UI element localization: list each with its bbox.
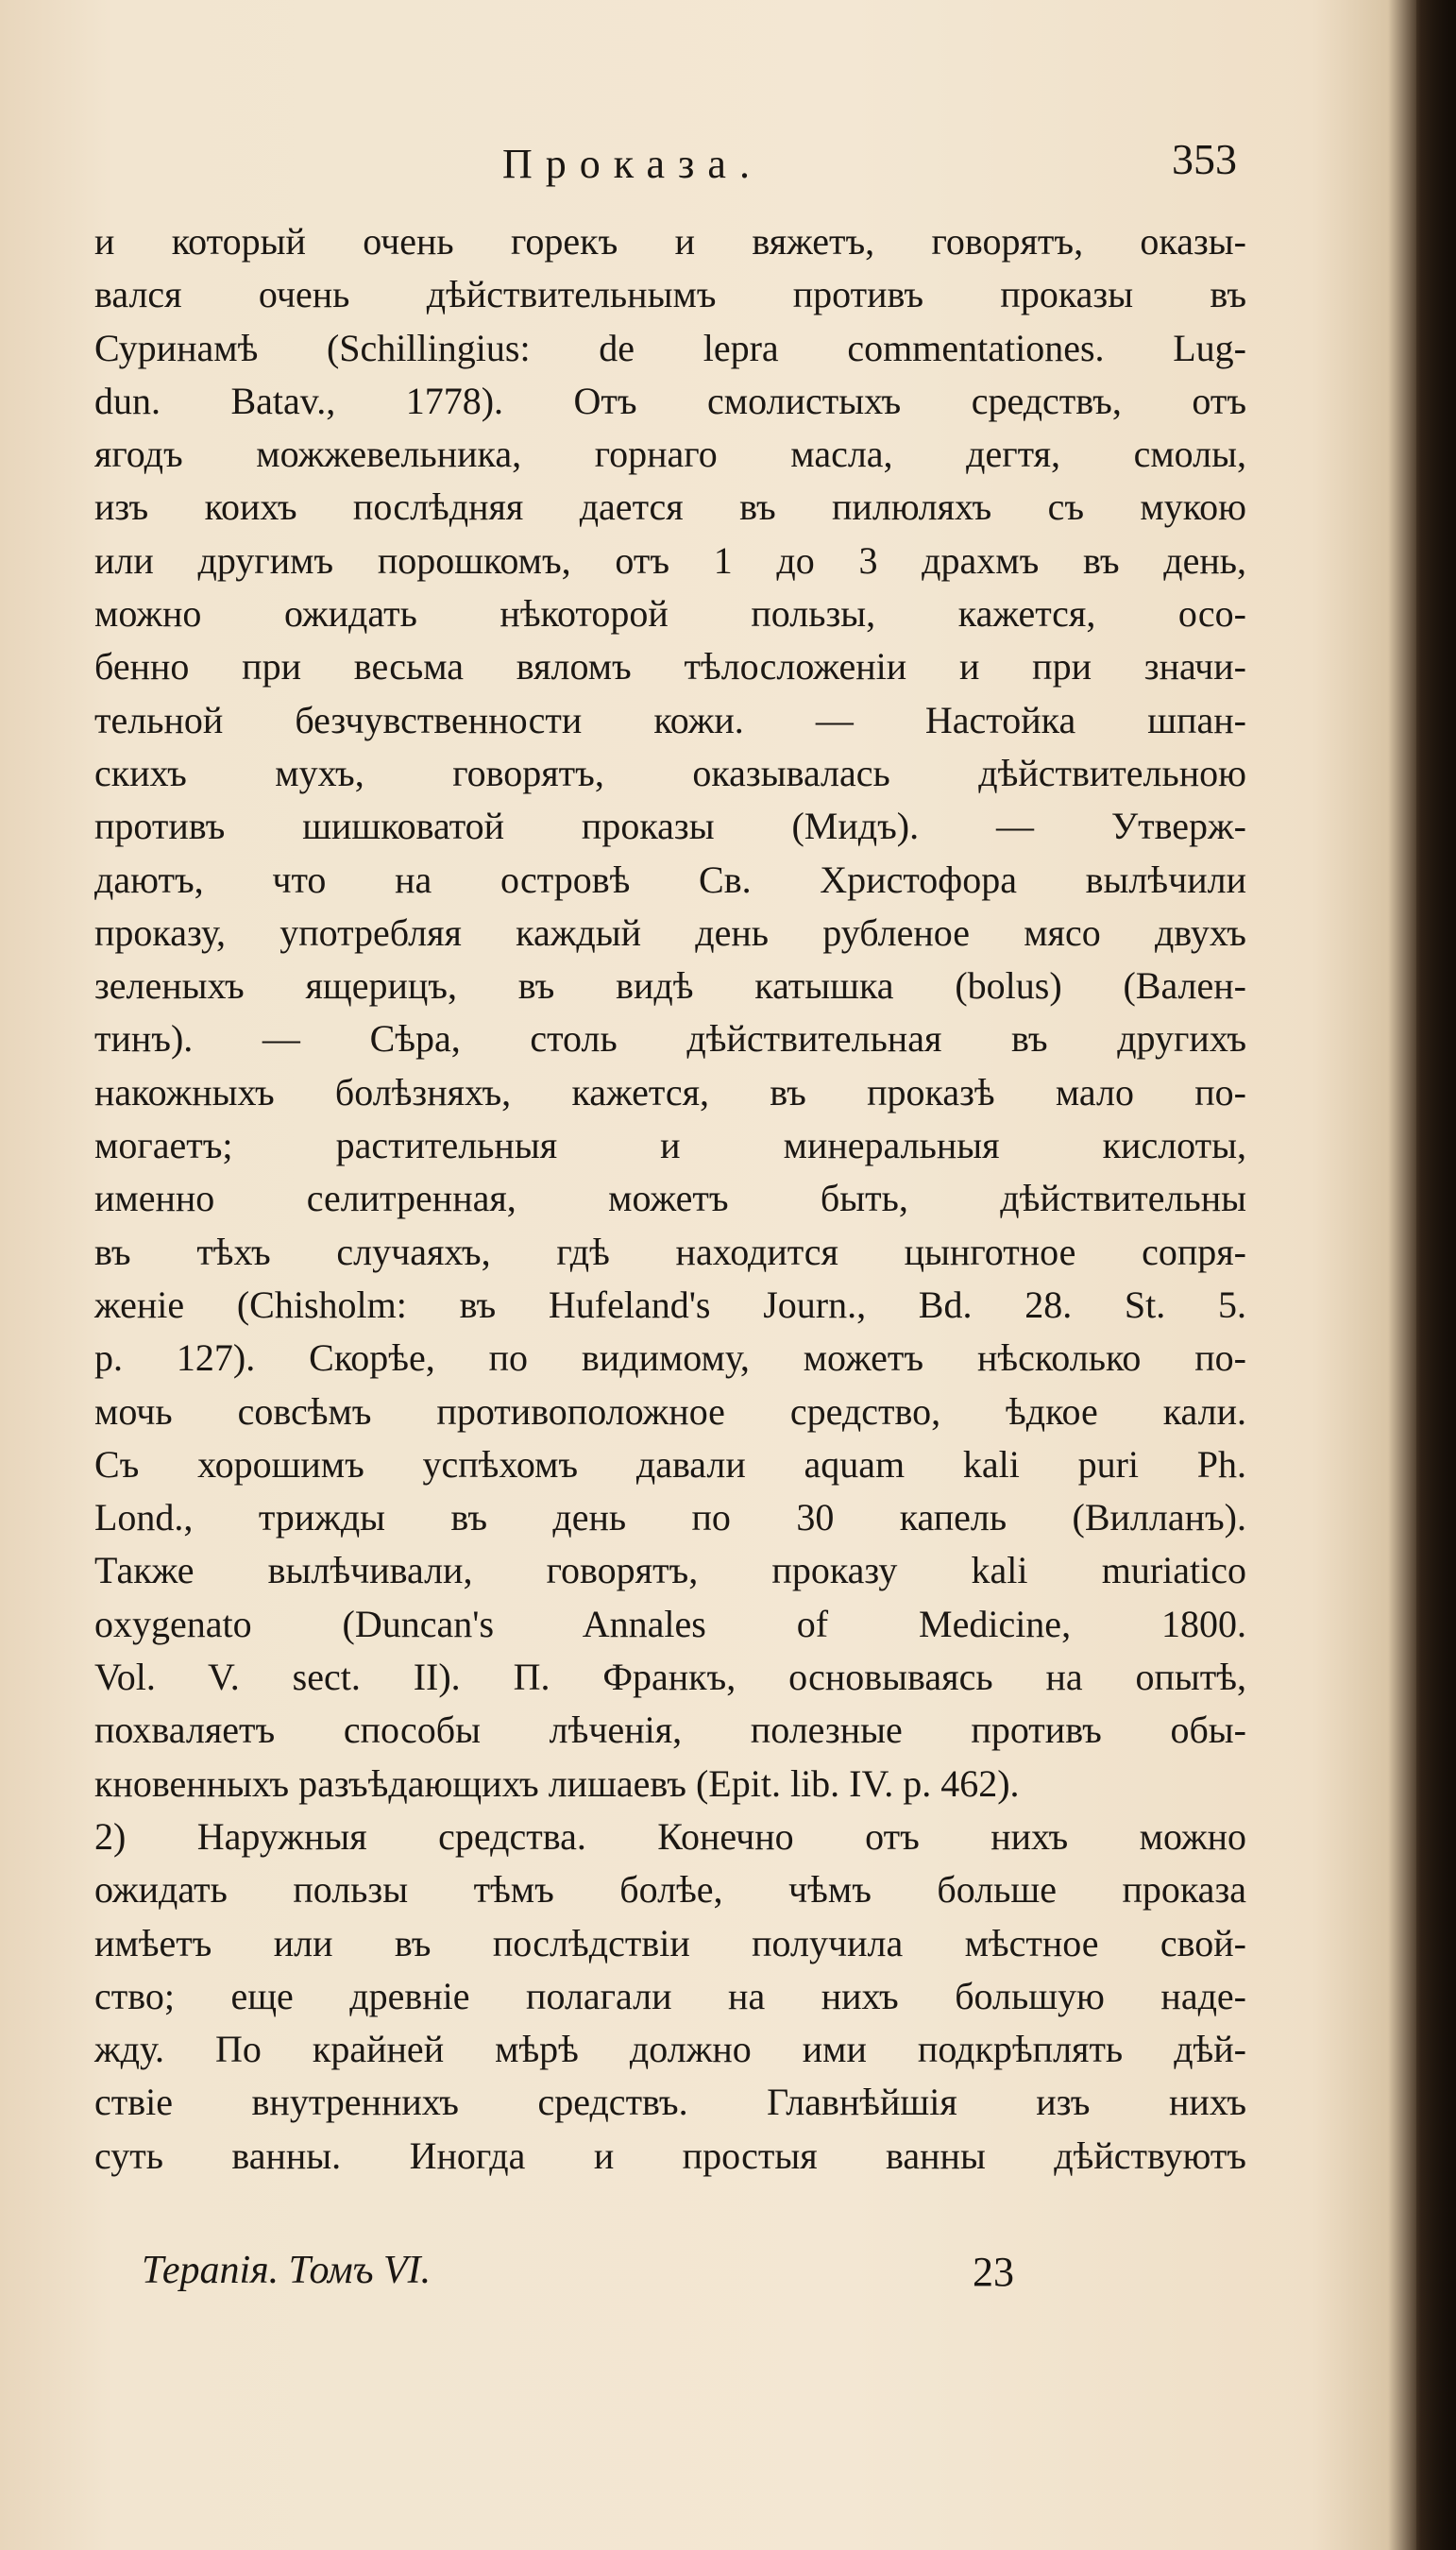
text-line: ягодъ можжевельника, горнаго масла, дегтя, смолы, [94, 433, 1246, 476]
text-line: бенно при весьма вяломъ тѣлосложеніи и при значи- [94, 645, 1246, 688]
text-line: вался очень дѣйствительнымъ противъ проказы въ [94, 273, 1246, 316]
text-line: скихъ мухъ, говорятъ, оказывалась дѣйствительною [94, 751, 1246, 794]
text-line: кновенныхъ разъѣдающихъ лишаевъ (Epit. lib. IV. p. 462). [94, 1761, 1020, 1805]
text-line: мочь совсѣмъ противоположное средство, ѣдкое кали. [94, 1389, 1246, 1433]
text-line: жду. По крайней мѣрѣ должно ими подкрѣплять дѣй- [94, 2028, 1246, 2071]
text-line: и который очень горекъ и вяжетъ, говорятъ, оказы- [94, 220, 1246, 263]
text-line: изъ коихъ послѣдняя дается въ пилюляхъ съ мукою [94, 485, 1246, 529]
page-edge-shadow [1416, 0, 1456, 2550]
text-line: oxygenato (Duncan's Annales of Medicine, 1800. [94, 1602, 1246, 1645]
text-line: Съ хорошимъ успѣхомъ давали aquam kali puri Ph. [94, 1442, 1246, 1486]
text-line: Vol. V. sect. II). П. Франкъ, основываясь на опытѣ, [94, 1656, 1246, 1699]
text-line: именно селитренная, можетъ быть, дѣйствительны [94, 1177, 1246, 1220]
text-line: 2) Наружныя средства. Конечно отъ нихъ можно [94, 1814, 1246, 1858]
text-line: накожныхъ болѣзняхъ, кажется, въ проказѣ мало по- [94, 1070, 1246, 1114]
text-line: могаетъ; растительныя и минеральныя кислоты, [94, 1124, 1246, 1167]
text-line: или другимъ порошкомъ, отъ 1 до 3 драхмъ въ день, [94, 538, 1246, 582]
signature-mark: 23 [973, 2249, 1014, 2295]
text-line: женіе (Chisholm: въ Hufeland's Journ., Bd. 28. St. 5. [94, 1283, 1246, 1326]
body-text [94, 215, 1246, 2183]
text-line: ствіе внутреннихъ средствъ. Главнѣйшія изъ нихъ [94, 2081, 1246, 2124]
text-line: dun. Batav., 1778). Отъ смолистыхъ средствъ, отъ [94, 379, 1246, 422]
text-line: проказу, употребляя каждый день рубленое мясо двухъ [94, 910, 1246, 954]
text-line: тинъ). — Сѣра, столь дѣйствительная въ другихъ [94, 1017, 1246, 1061]
text-line: противъ шишковатой проказы (Мидъ). — Утверж- [94, 805, 1246, 848]
signature-line: Терапія. Томъ VI. [142, 2249, 432, 2292]
text-line: ожидать пользы тѣмъ болѣе, чѣмъ больше проказа [94, 1868, 1246, 1912]
text-line: Также вылѣчивали, говорятъ, проказу kali muriatico [94, 1549, 1246, 1592]
text-line: тельной безчувственности кожи. — Настойка шпан- [94, 698, 1246, 741]
text-line: имѣетъ или въ послѣдствіи получила мѣстное свой- [94, 1921, 1246, 1964]
text-line: Lond., трижды въ день по 30 капель (Вилланъ). [94, 1496, 1246, 1539]
text-line: p. 127). Скорѣе, по видимому, можетъ нѣсколько по- [94, 1336, 1246, 1380]
page-footer [0, 2248, 1456, 2314]
text-line: Суринамѣ (Schillingius: de lepra commentationes. Lug- [94, 326, 1246, 369]
text-line: можно ожидать нѣкоторой пользы, кажется, осо- [94, 592, 1246, 636]
running-title: Проказа. [502, 141, 763, 187]
text-line: ство; еще древніе полагали на нихъ большую наде- [94, 1974, 1246, 2017]
text-line: даютъ, что на островѣ Св. Христофора вылѣчили [94, 858, 1246, 901]
page-number: 353 [1172, 135, 1237, 183]
text-line: суть ванны. Иногда и простыя ванны дѣйствуютъ [94, 2134, 1246, 2177]
text-line: въ тѣхъ случаяхъ, гдѣ находится цынготное сопря- [94, 1230, 1246, 1273]
text-line: похваляетъ способы лѣченія, полезные противъ обы- [94, 1708, 1246, 1752]
text-line: зеленыхъ ящерицъ, въ видѣ катышка (bolus) (Вален- [94, 964, 1246, 1008]
page-header [0, 135, 1456, 206]
